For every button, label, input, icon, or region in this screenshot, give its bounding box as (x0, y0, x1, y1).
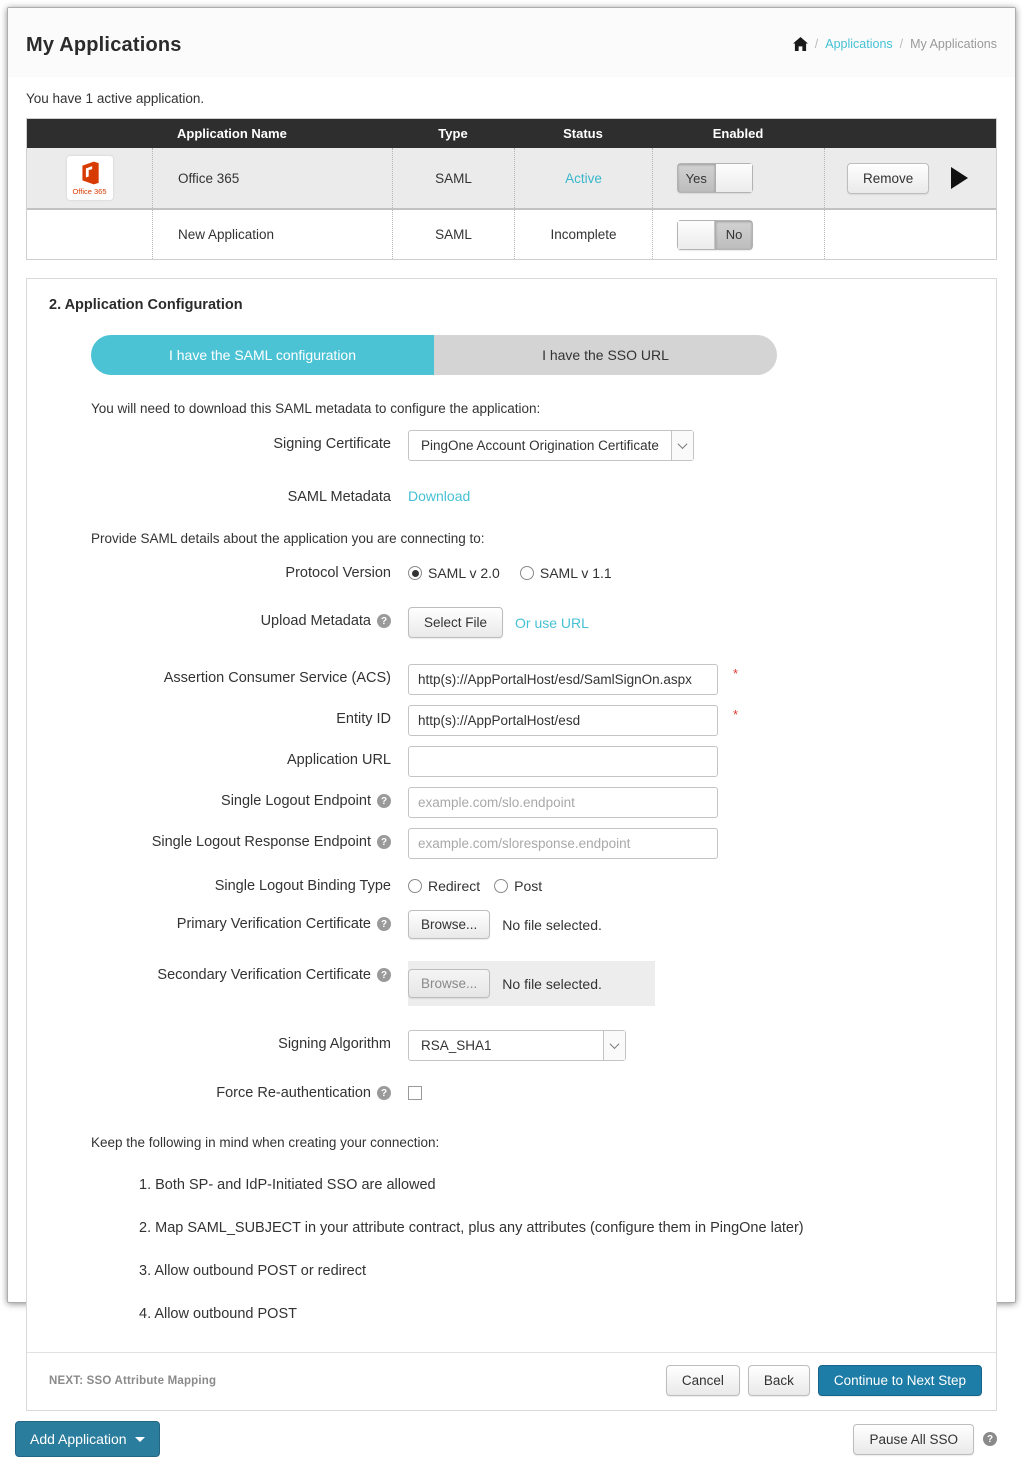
application-type: SAML (392, 210, 514, 259)
office-365-icon (77, 160, 103, 186)
radio-saml-v2-label: SAML v 2.0 (428, 565, 500, 581)
chevron-down-icon (603, 1031, 625, 1060)
entity-id-input[interactable] (408, 705, 718, 736)
download-metadata-note: You will need to download this SAML metadata to configure the application: (91, 401, 541, 416)
note-item: 4. Allow outbound POST (139, 1306, 297, 1322)
download-link[interactable]: Download (408, 488, 471, 504)
secondary-cert-label: Secondary Verification Certificate (157, 967, 371, 983)
breadcrumb (793, 37, 997, 51)
acs-input[interactable] (408, 664, 718, 695)
notes-intro: Keep the following in mind when creating your connection: (91, 1135, 440, 1150)
primary-cert-label: Primary Verification Certificate (176, 916, 371, 932)
application-name: New Application (152, 210, 392, 259)
breadcrumb-current: My Applications (910, 37, 997, 51)
pause-sso-help-icon[interactable]: ? (983, 1432, 997, 1446)
upload-metadata-label: Upload Metadata (260, 613, 371, 629)
protocol-version-label: Protocol Version (285, 565, 391, 581)
page-title: My Applications (26, 34, 182, 56)
panel-footer (27, 1352, 996, 1410)
slo-endpoint-input[interactable] (408, 787, 718, 818)
next-step-label: NEXT: SSO Attribute Mapping (49, 1374, 217, 1387)
note-item: 2. Map SAML_SUBJECT in your attribute contract, plus any attributes (configure them in PingOne later) (139, 1220, 804, 1236)
application-status: Active (514, 148, 652, 208)
column-header-enabled: Enabled (712, 126, 764, 141)
application-name: Office 365 (152, 148, 392, 208)
toggle-no-label: No (715, 221, 752, 249)
force-reauth-checkbox[interactable] (408, 1086, 422, 1100)
primary-cert-file-status: No file selected. (502, 916, 602, 933)
breadcrumb-separator: / (899, 37, 904, 51)
app-window (7, 7, 1016, 1447)
column-header-application-name: Application Name (177, 126, 287, 141)
connection-notes (91, 1135, 974, 1322)
signing-algorithm-value: RSA_SHA1 (421, 1038, 492, 1053)
breadcrumb-link-applications[interactable]: Applications (825, 37, 893, 51)
add-application-button[interactable] (15, 1421, 160, 1457)
toggle-yes-label: Yes (678, 164, 716, 192)
pause-all-sso-button[interactable]: Pause All SSO (853, 1424, 974, 1455)
select-file-button[interactable]: Select File (408, 607, 503, 638)
secondary-cert-help-icon[interactable]: ? (377, 968, 391, 982)
breadcrumb-separator: / (814, 37, 819, 51)
section-title: 2. Application Configuration (49, 297, 243, 313)
slo-response-endpoint-label: Single Logout Response Endpoint (151, 834, 371, 850)
column-header-status: Status (563, 126, 603, 141)
signing-certificate-select[interactable] (408, 430, 694, 461)
radio-saml-v1[interactable] (520, 566, 534, 580)
application-url-label: Application URL (287, 752, 391, 768)
expand-arrow-icon[interactable] (951, 167, 968, 189)
radio-redirect[interactable] (408, 879, 422, 893)
table-header-row (27, 119, 996, 148)
signing-certificate-label: Signing Certificate (273, 436, 391, 452)
continue-to-next-step-button[interactable]: Continue to Next Step (818, 1365, 982, 1396)
add-application-label: Add Application (30, 1431, 127, 1447)
column-header-type: Type (438, 126, 468, 141)
tab-saml-configuration[interactable]: I have the SAML configuration (91, 335, 434, 375)
page-header (8, 8, 1015, 77)
slo-response-endpoint-help-icon[interactable]: ? (377, 835, 391, 849)
bottom-bar (8, 1411, 1015, 1457)
signing-certificate-value: PingOne Account Origination Certificate (421, 438, 659, 453)
cancel-button[interactable]: Cancel (666, 1365, 740, 1396)
slo-endpoint-label: Single Logout Endpoint (221, 793, 371, 809)
office-365-logo-caption: Office 365 (72, 187, 107, 196)
note-item: 1. Both SP- and IdP-Initiated SSO are allowed (139, 1177, 436, 1193)
signing-algorithm-label: Signing Algorithm (278, 1036, 391, 1052)
tab-sso-url[interactable]: I have the SSO URL (434, 335, 777, 375)
application-type: SAML (392, 148, 514, 208)
secondary-cert-browse-button[interactable]: Browse... (408, 969, 490, 998)
primary-cert-help-icon[interactable]: ? (377, 917, 391, 931)
entity-id-label: Entity ID (336, 711, 391, 727)
required-indicator: * (733, 707, 739, 722)
slo-binding-type-label: Single Logout Binding Type (214, 878, 391, 894)
slo-endpoint-help-icon[interactable]: ? (377, 794, 391, 808)
active-application-note: You have 1 active application. (26, 91, 205, 106)
radio-saml-v1-label: SAML v 1.1 (539, 565, 612, 581)
remove-button[interactable]: Remove (847, 163, 929, 194)
home-icon[interactable] (793, 37, 808, 51)
back-button[interactable]: Back (748, 1365, 810, 1396)
application-status: Incomplete (514, 210, 652, 259)
force-reauth-help-icon[interactable]: ? (377, 1086, 391, 1100)
secondary-cert-file-status: No file selected. (502, 975, 602, 992)
table-row (27, 148, 996, 210)
upload-metadata-help-icon[interactable]: ? (377, 614, 391, 628)
provide-details-note: Provide SAML details about the application you are connecting to: (91, 531, 485, 546)
applications-table (26, 118, 997, 260)
signing-algorithm-select[interactable] (408, 1030, 626, 1061)
radio-redirect-label: Redirect (428, 878, 481, 894)
or-use-url-link[interactable]: Or use URL (515, 614, 589, 631)
enabled-toggle[interactable] (677, 220, 753, 250)
slo-response-endpoint-input[interactable] (408, 828, 718, 859)
enabled-toggle[interactable] (677, 163, 753, 193)
primary-cert-browse-button[interactable]: Browse... (408, 910, 490, 939)
table-row (27, 210, 996, 259)
saml-metadata-label: SAML Metadata (287, 489, 391, 505)
force-reauth-label: Force Re-authentication (216, 1085, 371, 1101)
office-365-logo (67, 156, 113, 200)
radio-saml-v2[interactable] (408, 566, 422, 580)
application-configuration-panel (26, 278, 997, 1411)
radio-post-label: Post (514, 878, 543, 894)
note-item: 3. Allow outbound POST or redirect (139, 1263, 367, 1279)
configuration-tabs (91, 335, 777, 375)
radio-post[interactable] (494, 879, 508, 893)
secondary-cert-field (408, 961, 655, 1006)
acs-label: Assertion Consumer Service (ACS) (163, 670, 391, 686)
caret-down-icon (135, 1437, 145, 1442)
application-url-input[interactable] (408, 746, 718, 777)
chevron-down-icon (671, 431, 693, 460)
required-indicator: * (733, 666, 739, 681)
